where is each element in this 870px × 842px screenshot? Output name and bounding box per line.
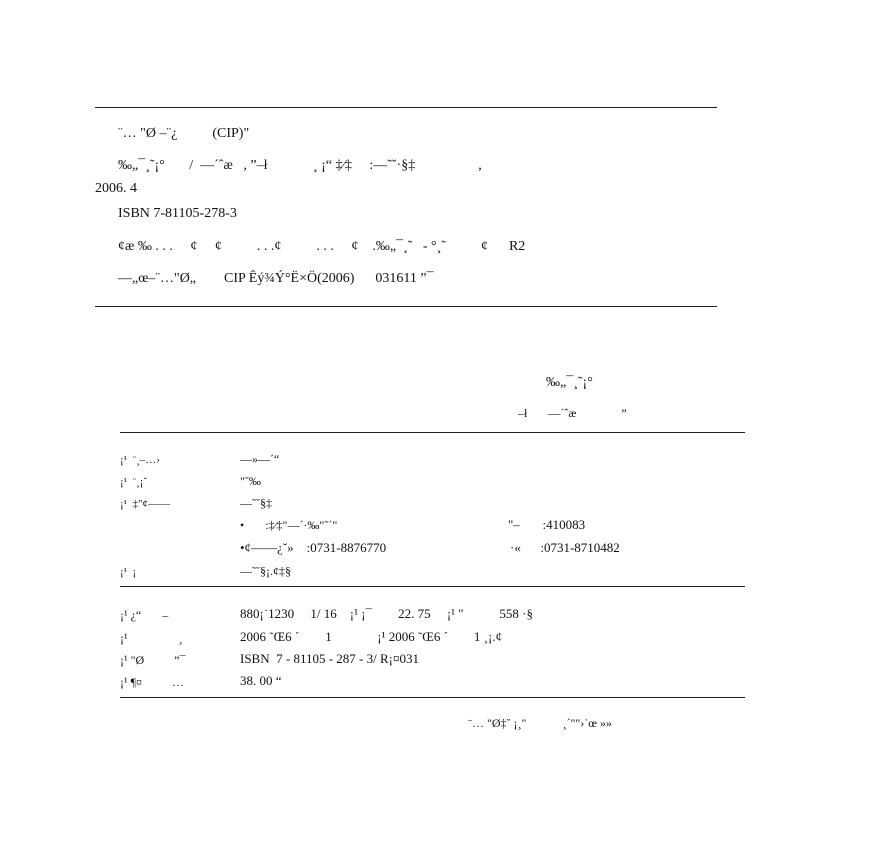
cip-classification: ¢æ ‰ . . . ¢ ¢ . . .¢ . . . ¢ .‰„¯¸˜ - °¸˜ ¢ R2 <box>118 239 526 254</box>
info-top-rule <box>120 432 745 433</box>
publisher-phone: •¢——¿˘» :0731-8876770 <box>240 540 387 555</box>
spec-bottom-rule <box>120 697 745 698</box>
info-label-publisher: ¡¹ ‡"¢—— <box>120 498 170 510</box>
spec-value-format: 880¡˙1230 1/ 16 ¡¹ ¡¯ 22. 75 ¡¹ " 558 ·§ <box>240 606 533 621</box>
cip-bottom-rule <box>95 306 717 307</box>
spec-value-price: 38. 00 “ <box>240 673 282 688</box>
info-value-editor: —»—´“ <box>240 452 280 466</box>
info-label-editor: ¡¹ ¨¸–…› <box>120 454 160 466</box>
publisher-fax: ·« :0731-8710482 <box>510 540 620 555</box>
spec-label-isbn: ¡¹ "Ø ”¯ <box>120 653 186 667</box>
spec-label-format: ¡¹ ¿“ – <box>120 608 169 622</box>
spec-label-edition: ¡¹ ¸ <box>120 631 183 645</box>
cip-isbn: ISBN 7-81105-278-3 <box>118 206 237 221</box>
cip-top-rule <box>95 107 717 108</box>
publisher-postcode: "– :410083 <box>508 517 586 532</box>
info-value-publisher: —˜˘§‡ <box>240 496 272 510</box>
publisher-address: • :‡⁄‡"—´·‰"˜´" <box>240 518 338 532</box>
book-author-line: –ł —´ˆæ ” <box>518 406 627 420</box>
book-title: ‰„¯¸˜¡° <box>546 375 593 390</box>
info-value-designer: "˘‰ <box>240 474 261 488</box>
cip-heading: ¨… "Ø –¨¿ (CIP)" <box>118 126 250 141</box>
info-bottom-rule <box>120 586 745 587</box>
spec-label-price: ¡¹ ¶¤ … <box>120 675 185 689</box>
info-label-designer: ¡¹ ¨¸¡˘ <box>120 476 148 488</box>
footer-note: ¨… "Ø‡˘ ¡¸" ¸´""›˙œ »» <box>468 716 612 730</box>
cip-author-line: ‰„¯¸˜¡° / —´ˆæ , ”–ł ¸ ¡“ ‡⁄‡ :—˜˘·§‡ , <box>118 158 482 173</box>
spec-value-edition: 2006 ˜Œ6 ´ 1 ¡¹ 2006 ˜Œ6 ´ 1 ¸¡.¢ <box>240 629 503 644</box>
info-value-printer: —˜˘§¡.¢‡§ <box>240 564 291 578</box>
cip-author-line-cont: 2006. 4 <box>95 181 137 196</box>
info-label-printer: ¡¹ ¡ <box>120 566 137 578</box>
spec-value-isbn: ISBN 7 - 81105 - 287 - 3/ R¡¤031 <box>240 651 419 666</box>
cip-record-number: —„œ–¨…"Ø„ CIP Êý¾Ý°Ë×Ö(2006) 031611 ”¯ <box>118 271 434 286</box>
